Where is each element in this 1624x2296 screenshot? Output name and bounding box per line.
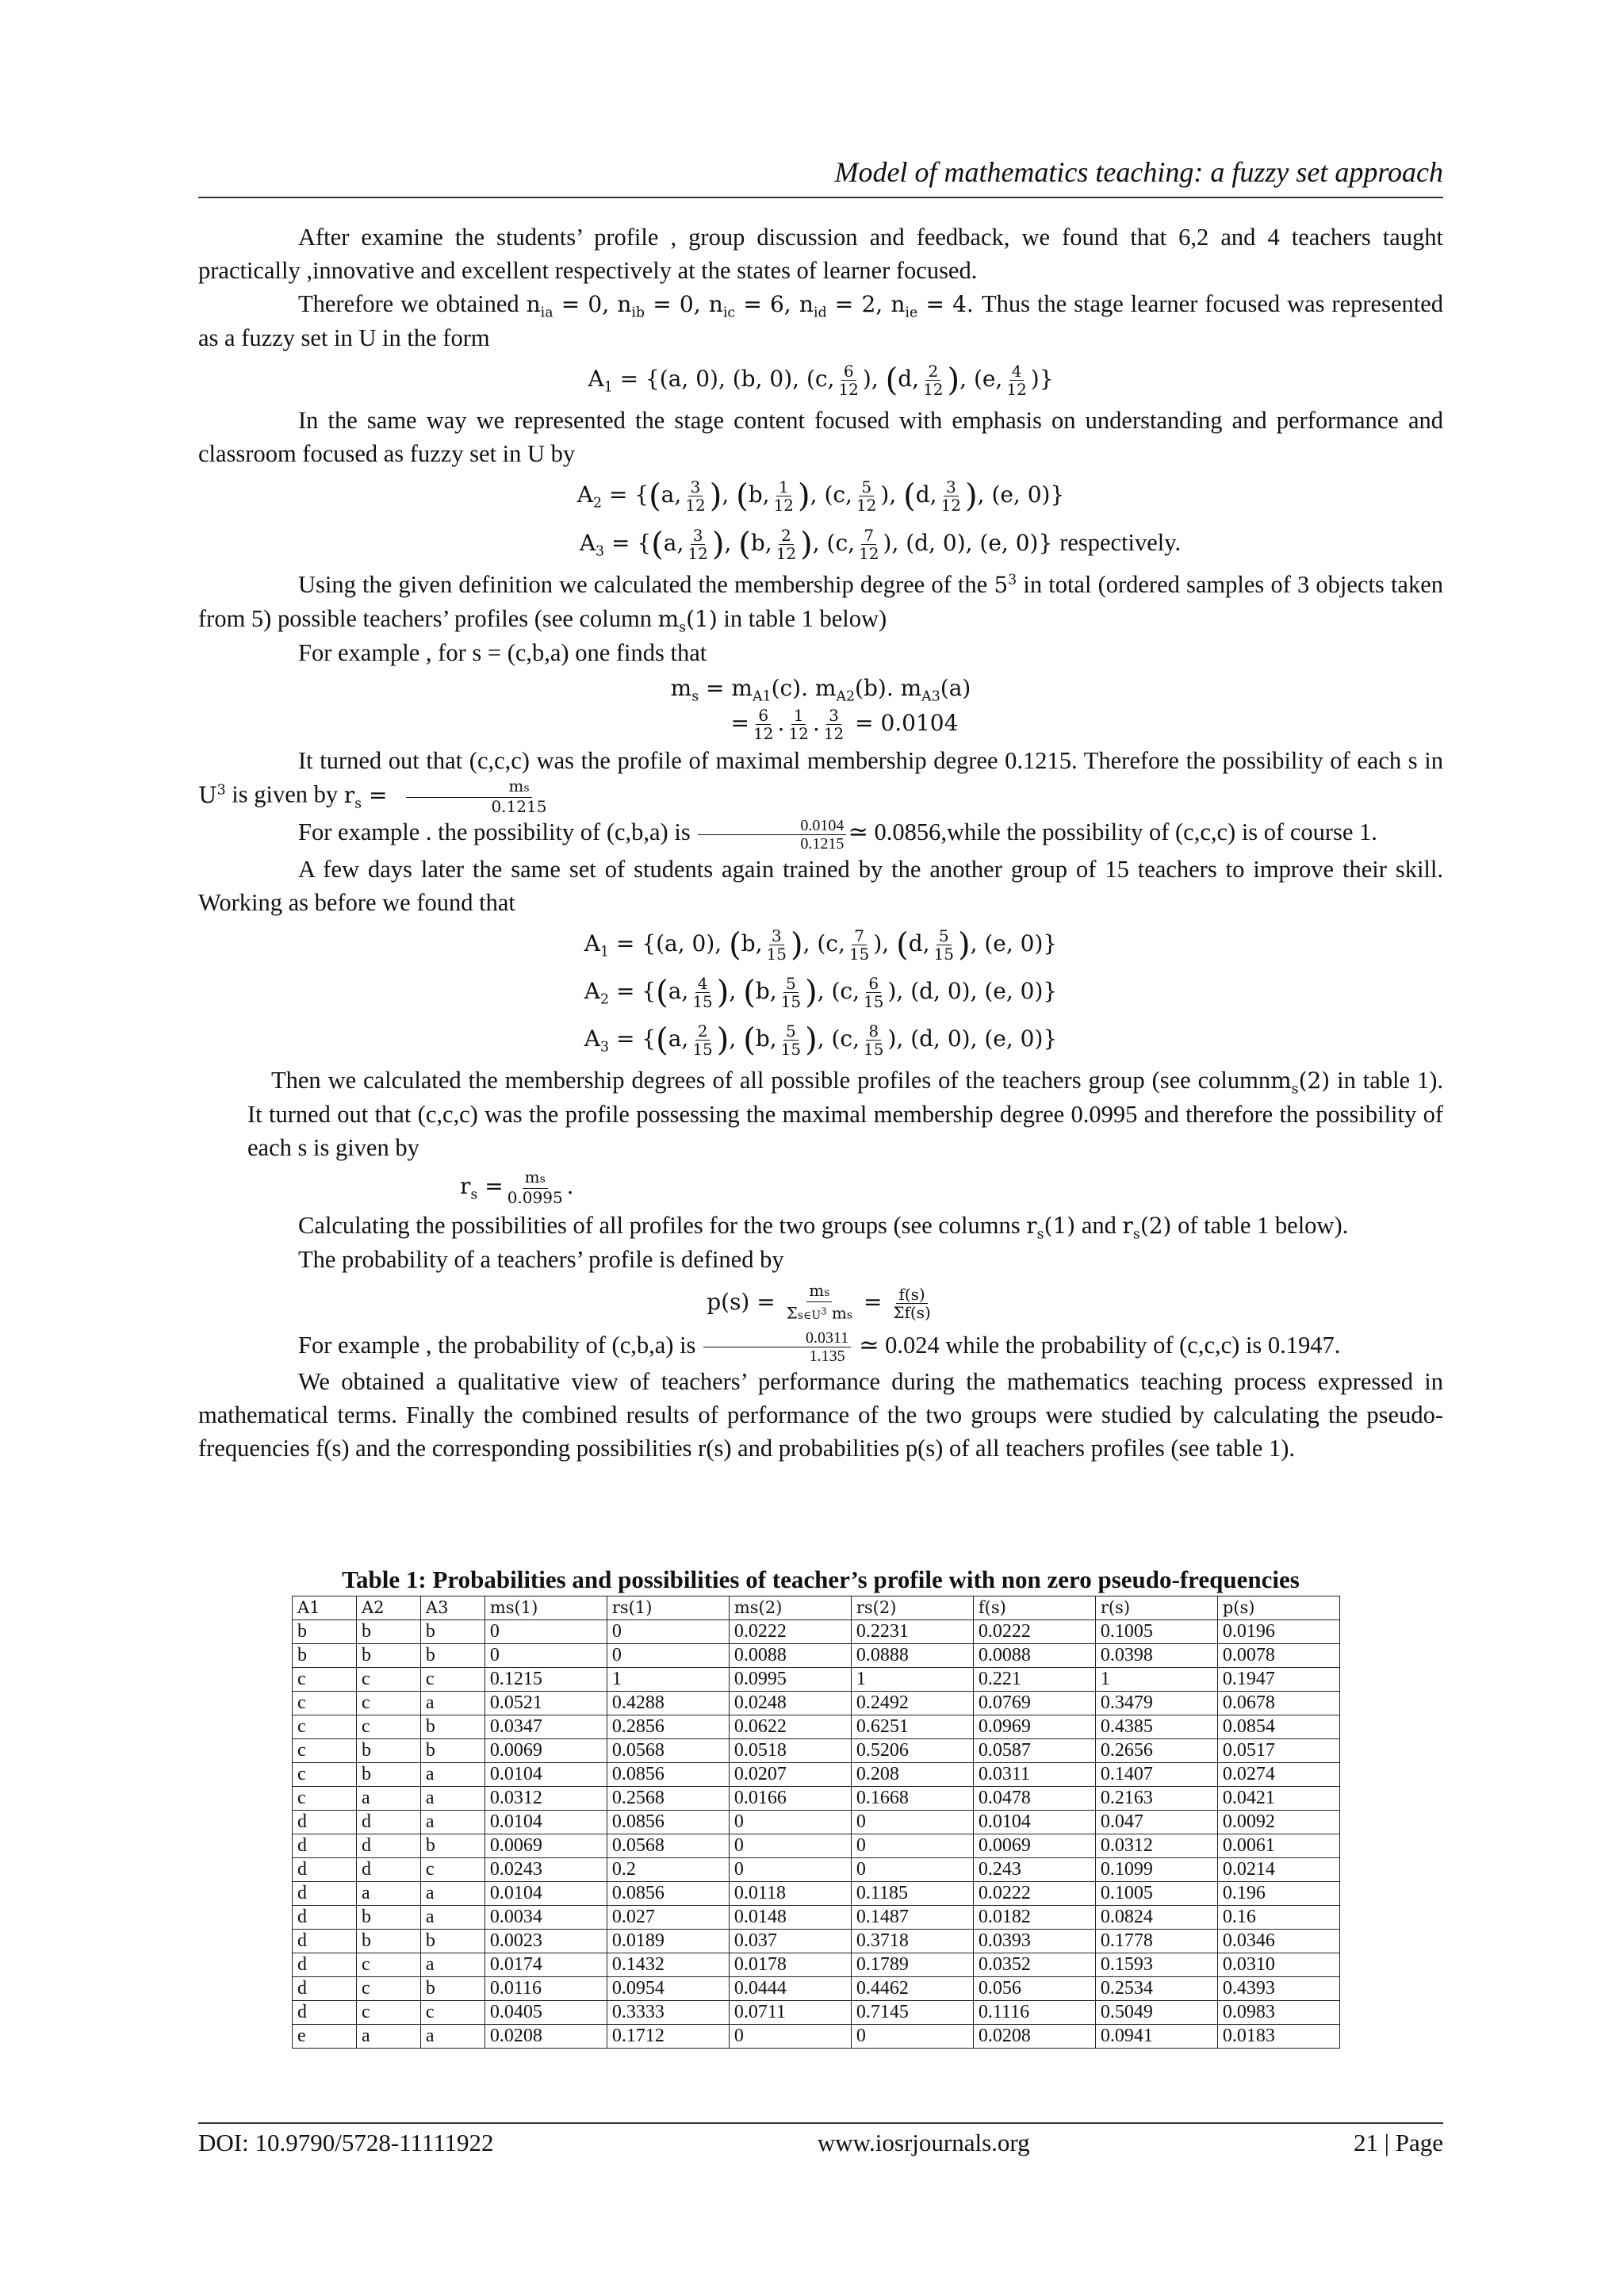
table-cell: 0.7145	[851, 2001, 973, 2025]
table-cell: c	[293, 1787, 357, 1811]
table-cell: 0.0888	[851, 1644, 973, 1668]
table-cell: 0.1668	[851, 1787, 973, 1811]
table-row	[293, 1644, 1340, 1668]
paragraph-6	[198, 744, 1443, 815]
table-cell: 0.0196	[1217, 1620, 1339, 1644]
table-cell: 0.0208	[973, 2025, 1095, 2049]
table-row	[293, 1811, 1340, 1834]
table-cell: 0.2534	[1095, 1977, 1217, 2001]
table-cell: 0.1116	[973, 2001, 1095, 2025]
table-cell: 0.0104	[485, 1811, 607, 1834]
table-cell: 0.3718	[851, 1930, 973, 1953]
fraction-1-num: 0.0104	[698, 817, 846, 835]
table-cell: 0.0243	[485, 1858, 607, 1882]
table-cell: 0.0104	[973, 1811, 1095, 1834]
equation-A1-first: $A_1 = \{(a$, 0), (b, 0), (c, $\frac{6}{12}$ ), (d, $\frac{2}{12}$ ), (e, $\frac{4}{12}$ )}	[588, 362, 1054, 399]
table-header-cell: rs(2)	[851, 1596, 973, 1620]
table-row	[293, 1953, 1340, 1977]
fraction-1-den: 0.1215	[800, 834, 845, 853]
table-cell: 0.2656	[1095, 1739, 1217, 1763]
paragraph-5: For example , for s = (c,b,a) one finds that	[298, 639, 707, 666]
table-cell: d	[293, 1906, 357, 1930]
paragraph-2-tail: Thus the stage learner focused was represented as a fuzzy set in U in the form	[198, 290, 1443, 351]
table-cell: 1	[1095, 1668, 1217, 1692]
table-cell: 1	[851, 1668, 973, 1692]
table-cell: 0.0222	[973, 1620, 1095, 1644]
table-cell: a	[356, 1882, 420, 1906]
table-row	[293, 2025, 1340, 2049]
table-cell: d	[293, 1930, 357, 1953]
paragraph-7	[198, 815, 1443, 853]
table-title: Table 1: Probabilities and possibilities of teacher’s profile with non zero pseudo-frequencies	[342, 1566, 1300, 1593]
table-cell: c	[293, 1668, 357, 1692]
paragraph-13: We obtained a qualitative view of teachers’ performance during the mathematics teaching process expressed in mathematical terms. Finally the combined results of performance of the two groups were studied by calculating the pseudo-frequencies f(s) and the corresponding possibilities r(s) and probabilities p(s) of all teachers profiles (see table 1).	[198, 1368, 1443, 1462]
table-row	[293, 2001, 1340, 2025]
running-head: Model of mathematics teaching: a fuzzy set approach	[834, 156, 1443, 188]
table-cell: 0.196	[1217, 1882, 1339, 1906]
table-cell: 0.0352	[973, 1953, 1095, 1977]
table-cell: 0	[729, 2025, 851, 2049]
table-cell: 0.5206	[851, 1739, 973, 1763]
table-cell: 0.0116	[485, 1977, 607, 2001]
table-cell: 0	[851, 1811, 973, 1834]
paragraph-2	[198, 287, 1443, 355]
table-cell: 0.0189	[607, 1930, 729, 1953]
table-cell: a	[420, 1787, 485, 1811]
table-cell: 0	[851, 2025, 973, 2049]
eq-ps-frac-fs	[891, 1286, 933, 1321]
table-row	[293, 1906, 1340, 1930]
table-cell: 0.0222	[973, 1882, 1095, 1906]
table-cell: 0	[607, 1644, 729, 1668]
table-cell: 0.0166	[729, 1787, 851, 1811]
table-cell: c	[420, 2001, 485, 2025]
table-cell: 0.6251	[851, 1715, 973, 1739]
table-cell: c	[356, 1977, 420, 2001]
table-row	[293, 1763, 1340, 1787]
table-cell: 0	[729, 1834, 851, 1858]
table-cell: 0.1185	[851, 1882, 973, 1906]
paragraph-4-b: in total (ordered samples of 3 objects taken from 5) possible teachers’ profiles (see column	[198, 571, 1444, 632]
table-cell: 0.1432	[607, 1953, 729, 1977]
paragraph-4-c: in table 1 below)	[723, 605, 887, 632]
table-cell: 0.0941	[1095, 2025, 1217, 2049]
fraction-possibility	[698, 817, 846, 853]
table-cell: 0.1099	[1095, 1858, 1217, 1882]
eq-ps-lhs: p(s) =	[707, 1288, 776, 1315]
equation-A3-first: $A_3 = \{(a$, $\frac{3}{12}$ ), (b, $\frac{2}{12}$ ), (c, $\frac{7}{12}$ ), (d, 0), (e, 0)} respectively.	[579, 526, 1182, 563]
table-cell: d	[293, 1882, 357, 1906]
table-cell: 1	[607, 1668, 729, 1692]
table-cell: 0.037	[729, 1930, 851, 1953]
table-cell: c	[356, 1692, 420, 1715]
table-cell: 0.3479	[1095, 1692, 1217, 1715]
table-cell: 0.0954	[607, 1977, 729, 2001]
table-cell: c	[356, 1715, 420, 1739]
paragraph-7-b: ≃ 0.0856,while the possibility of (c,c,c) is of course 1.	[848, 818, 1377, 845]
table-cell: 0.0856	[607, 1882, 729, 1906]
column-ms2-ref: $m_s(2)$	[1270, 1067, 1331, 1098]
paragraph-4	[198, 568, 1443, 636]
table-cell: b	[356, 1739, 420, 1763]
table-cell: a	[420, 2025, 485, 2049]
table-header-cell: f(s)	[973, 1596, 1095, 1620]
table-cell: 0.0148	[729, 1906, 851, 1930]
table-header	[293, 1596, 1340, 1620]
table-cell: 0.1778	[1095, 1930, 1217, 1953]
table-cell: 0.0092	[1217, 1811, 1339, 1834]
header-rule	[198, 197, 1443, 198]
table-cell: 0.0969	[973, 1715, 1095, 1739]
table-cell: a	[356, 2025, 420, 2049]
table-row	[293, 1858, 1340, 1882]
eq-ps-sumfs: Σf(s)	[893, 1302, 931, 1322]
table-cell: a	[420, 1882, 485, 1906]
table-cell: 0.0568	[607, 1834, 729, 1858]
fraction-probability	[703, 1329, 851, 1365]
table-header-cell: r(s)	[1095, 1596, 1217, 1620]
table-cell: 0.0983	[1217, 2001, 1339, 2025]
table-cell: c	[293, 1763, 357, 1787]
table-cell: 0.1593	[1095, 1953, 1217, 1977]
table-cell: 0.0312	[485, 1787, 607, 1811]
table-cell: 0.0069	[485, 1834, 607, 1858]
five-cubed: $5^3$	[994, 572, 1017, 598]
table-cell: 0.0421	[1217, 1787, 1339, 1811]
table-body	[293, 1620, 1340, 2049]
table-cell: d	[293, 1811, 357, 1834]
table-cell: a	[420, 1953, 485, 1977]
table-cell: 0.3333	[607, 2001, 729, 2025]
table-header-row	[293, 1596, 1340, 1620]
results-table	[292, 1596, 1340, 2049]
table-cell: 0.1005	[1095, 1882, 1217, 1906]
footer	[198, 2129, 1443, 2157]
table-cell: e	[293, 2025, 357, 2049]
table-cell: 0.0521	[485, 1692, 607, 1715]
table-cell: a	[420, 1692, 485, 1715]
eq-ps-frac-ms: $\frac{ms}{\Sigma s\in U^3 ms}$	[786, 1281, 853, 1323]
paragraph-12-b: ≃ 0.024 while the probability of (c,c,c) is 0.1947.	[858, 1331, 1341, 1359]
table-cell: 0.4393	[1217, 1977, 1339, 2001]
table-cell: 0.1005	[1095, 1620, 1217, 1644]
table-cell: d	[293, 2001, 357, 2025]
table-cell: b	[356, 1930, 420, 1953]
table-cell: 0.0518	[729, 1739, 851, 1763]
table-cell: b	[420, 1834, 485, 1858]
table-cell: 0.0207	[729, 1763, 851, 1787]
paragraph-8: A few days later the same set of students again trained by the another group of 15 teachers to improve their skill. Working as before we found that	[198, 855, 1443, 916]
table-cell: a	[420, 1811, 485, 1834]
table-cell: 0.0248	[729, 1692, 851, 1715]
equation-A2-first: $A_2 = \{(a$, $\frac{3}{12}$ ), (b, $\frac{1}{12}$ ), (c, $\frac{5}{12}$ ), (d, $\frac{3}{12}$ ), (e, 0)}	[576, 477, 1065, 515]
table-cell: 0.1947	[1217, 1668, 1339, 1692]
table-row	[293, 1787, 1340, 1811]
table-cell: d	[356, 1858, 420, 1882]
fraction-2-num: 0.0311	[703, 1329, 851, 1347]
table-cell: 0.0104	[485, 1763, 607, 1787]
table-cell: 0.0769	[973, 1692, 1095, 1715]
counts-equation: $n_{ia} = 0$, $n_{ib} = 0$, $n_{ic} = 6$, $n_{id} = 2$, $n_{ie} = 4$.	[526, 291, 982, 321]
table-cell: c	[293, 1739, 357, 1763]
table-cell: 0	[851, 1834, 973, 1858]
paragraph-10-b: of table 1 below).	[1178, 1211, 1349, 1239]
paragraph-9-a: Then we calculated the membership degrees of all possible profiles of the teachers group (see column	[271, 1066, 1271, 1094]
table-cell: 0.0346	[1217, 1930, 1339, 1953]
table-cell: b	[420, 1715, 485, 1739]
table-header-cell: A1	[293, 1596, 357, 1620]
column-rs1-ref: $r_s(1)$	[1026, 1212, 1076, 1243]
table-cell: 0.0995	[729, 1668, 851, 1692]
table-header-cell: ms(1)	[485, 1596, 607, 1620]
table-cell: d	[356, 1811, 420, 1834]
table-cell: c	[356, 2001, 420, 2025]
table-cell: b	[420, 1930, 485, 1953]
table-cell: c	[293, 1715, 357, 1739]
paragraph-6-a: It turned out that (c,c,c) was the profile of maximal membership degree 0.1215. Therefore the possibility of each s in	[298, 747, 1443, 774]
table-cell: 0.4385	[1095, 1715, 1217, 1739]
table-cell: b	[420, 1620, 485, 1644]
table-cell: 0.4288	[607, 1692, 729, 1715]
paragraph-9-b: in table 1). It turned out that (c,c,c) was the profile possessing the maximal membership degree 0.0995 and therefore the possibility of each s is given by	[247, 1066, 1444, 1161]
table-cell: b	[356, 1906, 420, 1930]
table-header-cell: p(s)	[1217, 1596, 1339, 1620]
table-cell: 0.0023	[485, 1930, 607, 1953]
table-cell: 0	[729, 1858, 851, 1882]
table-cell: 0.0678	[1217, 1692, 1339, 1715]
paragraph-9	[198, 1064, 1443, 1164]
respectively-label: respectively.	[1059, 529, 1182, 556]
table-cell: 0.0069	[485, 1739, 607, 1763]
table-cell: 0.0444	[729, 1977, 851, 2001]
table-cell: 0.0622	[729, 1715, 851, 1739]
table-cell: 0.0824	[1095, 1906, 1217, 1930]
table-cell: 0	[485, 1644, 607, 1668]
table-cell: 0.027	[607, 1906, 729, 1930]
table-cell: 0.0088	[973, 1644, 1095, 1668]
table-cell: 0.0214	[1217, 1858, 1339, 1882]
table-cell: d	[293, 1977, 357, 2001]
paragraph-10-and: and	[1081, 1211, 1116, 1239]
table-row	[293, 1692, 1340, 1715]
table-cell: 0.0393	[973, 1930, 1095, 1953]
table-cell: c	[420, 1858, 485, 1882]
table-cell: 0.2231	[851, 1620, 973, 1644]
table-row	[293, 1882, 1340, 1906]
table-cell: 0.4462	[851, 1977, 973, 2001]
table-cell: d	[356, 1834, 420, 1858]
table-cell: 0.2856	[607, 1715, 729, 1739]
paragraph-11: The probability of a teachers’ profile is defined by	[298, 1245, 784, 1273]
table-cell: 0.2568	[607, 1787, 729, 1811]
table-cell: b	[356, 1620, 420, 1644]
rs-definition-1: $r_s$ = $\frac{ms}{0.1215}$	[344, 782, 551, 808]
paragraph-10-a: Calculating the possibilities of all profiles for the two groups (see columns	[298, 1211, 1021, 1239]
table-cell: 0.2163	[1095, 1787, 1217, 1811]
equation-ms-example: $m_s = m_{A1}(c)$. $m_{A2}(b)$. $m_{A3}(a)$ = $\frac{6}{12}$ . $\frac{1}{12}$ . $\frac{3}{12}$ = 0.0104	[670, 675, 971, 743]
equation-A3-second: $A_3 = \{(a$, $\frac{2}{15}$ ), (b, $\frac{5}{15}$ ), (c, $\frac{8}{15}$ ), (d, 0), (e, 0)}	[584, 1021, 1058, 1059]
table-cell: 0.0174	[485, 1953, 607, 1977]
table-cell: c	[420, 1668, 485, 1692]
table-cell: b	[420, 1977, 485, 2001]
table-row	[293, 1739, 1340, 1763]
table-cell: 0.0182	[973, 1906, 1095, 1930]
table-cell: 0.208	[851, 1763, 973, 1787]
table-header-cell: rs(1)	[607, 1596, 729, 1620]
table-cell: 0.0478	[973, 1787, 1095, 1811]
table-cell: b	[420, 1739, 485, 1763]
table-cell: 0.2	[607, 1858, 729, 1882]
table-cell: 0.0517	[1217, 1739, 1339, 1763]
paragraph-2-lead: Therefore we obtained	[298, 290, 519, 317]
equation-A1-second: $A_1 = \{(a$, 0), (b, $\frac{3}{15}$ ), (c, $\frac{7}{15}$ ), (d, $\frac{5}{15}$ ), (e, 0)}	[584, 926, 1058, 964]
article-body	[198, 220, 1443, 1465]
table-row	[293, 1620, 1340, 1644]
table-cell: 0.0311	[973, 1763, 1095, 1787]
table-cell: d	[293, 1858, 357, 1882]
table-cell: 0.5049	[1095, 2001, 1217, 2025]
table-cell: 0.0312	[1095, 1834, 1217, 1858]
table-cell: d	[293, 1834, 357, 1858]
table-cell: 0.0854	[1217, 1715, 1339, 1739]
table-cell: 0.0183	[1217, 2025, 1339, 2049]
table-cell: 0.0222	[729, 1620, 851, 1644]
table-cell: b	[356, 1763, 420, 1787]
table-cell: 0.0078	[1217, 1644, 1339, 1668]
table-row	[293, 1715, 1340, 1739]
table-cell: 0.0178	[729, 1953, 851, 1977]
table-cell: 0	[851, 1858, 973, 1882]
table-cell: b	[356, 1644, 420, 1668]
table-cell: 0.0398	[1095, 1644, 1217, 1668]
table-cell: a	[356, 1787, 420, 1811]
fraction-2-den: 1.135	[809, 1347, 845, 1365]
paragraph-1: After examine the students’ profile , group discussion and feedback, we found that 6,2 and 4 teachers taught practically ,innovative and excellent respectively at the states of learner focused.	[198, 224, 1443, 284]
table-cell: 0.0104	[485, 1882, 607, 1906]
table-cell: 0	[729, 1811, 851, 1834]
footer-doi: DOI: 10.9790/5728-11111922	[198, 2129, 494, 2156]
table-cell: 0.0061	[1217, 1834, 1339, 1858]
table-row	[293, 1930, 1340, 1953]
table-cell: c	[356, 1953, 420, 1977]
table-cell: 0.056	[973, 1977, 1095, 2001]
max2-value: 0.0995	[507, 1188, 563, 1207]
table-cell: 0.221	[973, 1668, 1095, 1692]
table-cell: b	[293, 1644, 357, 1668]
paragraph-12	[198, 1328, 1443, 1366]
table-cell: 0.0034	[485, 1906, 607, 1930]
table-cell: 0.0405	[485, 2001, 607, 2025]
u-cubed: $U^3$	[198, 781, 226, 808]
table-cell: 0.0069	[973, 1834, 1095, 1858]
paragraph-6-b: is given by	[232, 780, 339, 808]
table-row	[293, 1834, 1340, 1858]
table-cell: 0.243	[973, 1858, 1095, 1882]
table-cell: 0.047	[1095, 1811, 1217, 1834]
table-cell: 0.1789	[851, 1953, 973, 1977]
table-cell: b	[293, 1620, 357, 1644]
table-cell: 0.1712	[607, 2025, 729, 2049]
table-cell: 0.0208	[485, 2025, 607, 2049]
table-cell: 0.1487	[851, 1906, 973, 1930]
column-rs2-ref: $r_s(2)$	[1122, 1212, 1172, 1243]
table-cell: 0.0347	[485, 1715, 607, 1739]
ms-example-value: = 0.0104	[855, 710, 959, 736]
max1-value: 0.1215	[491, 797, 547, 816]
table-cell: 0.0310	[1217, 1953, 1339, 1977]
eq-ps-sum: Σ	[786, 1303, 798, 1323]
table-cell: 0.1407	[1095, 1763, 1217, 1787]
table-cell: 0	[607, 1620, 729, 1644]
table-cell: d	[293, 1953, 357, 1977]
table-cell: 0.0587	[973, 1739, 1095, 1763]
column-ms1-ref: $m_s(1)$	[657, 606, 718, 636]
table-cell: 0	[485, 1620, 607, 1644]
table-cell: 0.0711	[729, 2001, 851, 2025]
paragraph-12-a: For example , the probability of (c,b,a) is	[298, 1331, 696, 1359]
footer-page: 21 | Page	[1354, 2129, 1443, 2156]
table-cell: 0.0568	[607, 1739, 729, 1763]
table-header-cell: A3	[420, 1596, 485, 1620]
eq-ps-fs: f(s)	[896, 1286, 927, 1304]
table-cell: b	[420, 1644, 485, 1668]
table-cell: 0.0118	[729, 1882, 851, 1906]
footer-site[interactable]: www.iosrjournals.org	[817, 2129, 1030, 2156]
table-cell: 0.1215	[485, 1668, 607, 1692]
table-cell: a	[420, 1906, 485, 1930]
table-row	[293, 1668, 1340, 1692]
table-cell: 0.0274	[1217, 1763, 1339, 1787]
paragraph-3: In the same way we represented the stage content focused with emphasis on understanding and performance and classroom focused as fuzzy set in U by	[198, 407, 1443, 467]
equation-A2-second: $A_2 = \{(a$, $\frac{4}{15}$ ), (b, $\frac{5}{15}$ ), (c, $\frac{6}{15}$ ), (d, 0), (e, 0)}	[584, 973, 1058, 1011]
table-cell: c	[356, 1668, 420, 1692]
paragraph-10	[198, 1209, 1443, 1243]
table-cell: 0.0856	[607, 1811, 729, 1834]
table-cell: c	[293, 1692, 357, 1715]
table-row	[293, 1977, 1340, 2001]
paragraph-7-a: For example . the possibility of (c,b,a) is	[298, 818, 691, 845]
table-cell: 0.2492	[851, 1692, 973, 1715]
table-cell: 0.0088	[729, 1644, 851, 1668]
table-cell: a	[420, 1763, 485, 1787]
table-cell: 0.16	[1217, 1906, 1339, 1930]
footer-rule	[198, 2122, 1443, 2124]
table-cell: 0.0856	[607, 1763, 729, 1787]
equation-rs-second: $r_s$ = $\frac{ms}{0.0995}$ .	[460, 1167, 574, 1207]
paragraph-4-a: Using the given definition we calculated the membership degree of the	[298, 571, 988, 598]
equation-probability: p(s) = $\frac{ms}{\Sigma s\in U^3 ms}$ = $\frac{f(s)}{\Sigma f(s)}$	[198, 1278, 1443, 1327]
table-header-cell: A2	[356, 1596, 420, 1620]
table-header-cell: ms(2)	[729, 1596, 851, 1620]
